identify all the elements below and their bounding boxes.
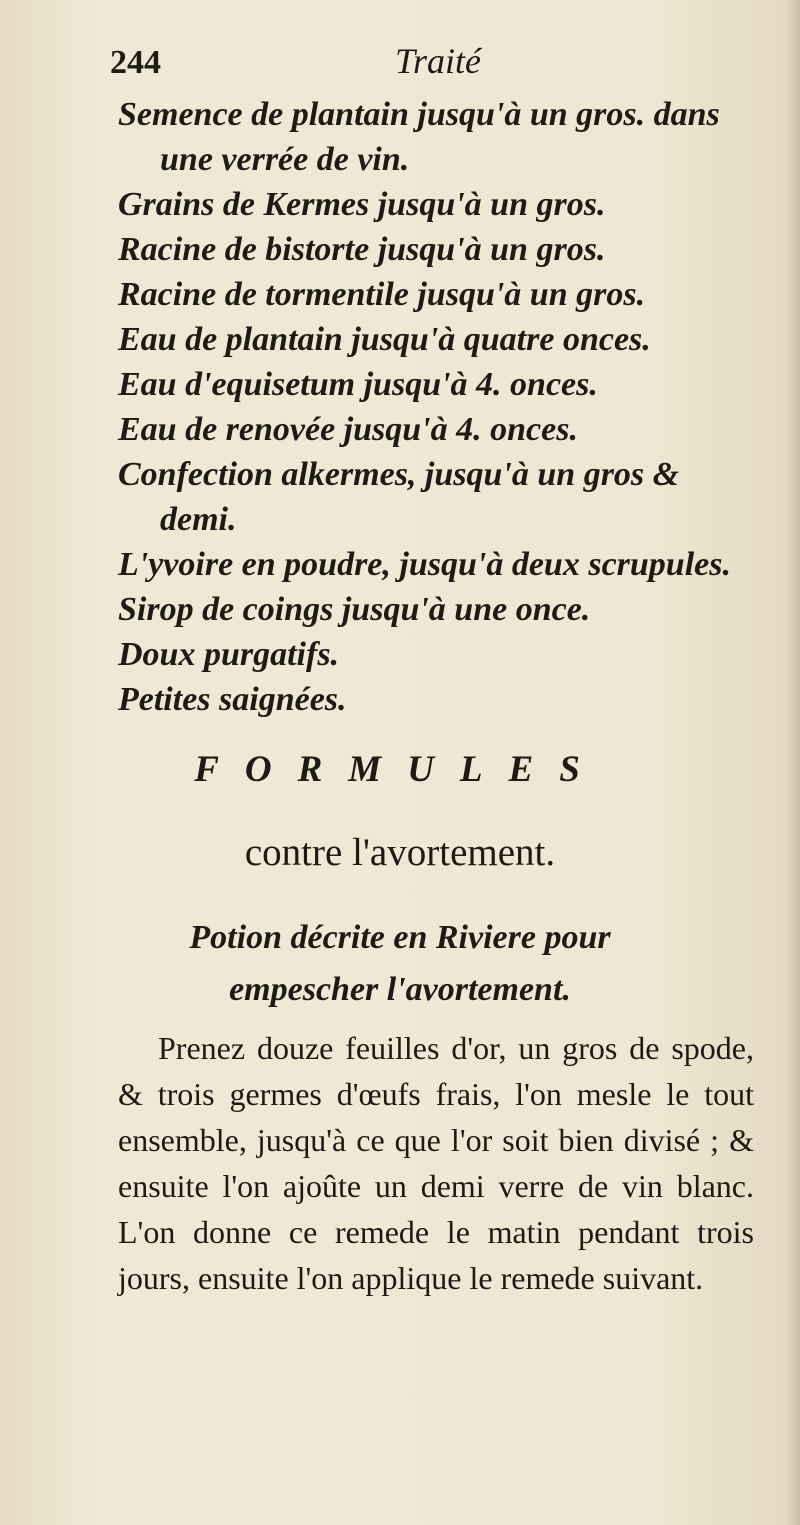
list-item: Racine de tormentile jusqu'à un gros. [118,276,646,313]
list-item: Eau de plantain jusqu'à quatre onces. [118,321,651,358]
page-header [110,40,750,90]
list-item: Racine de bistorte jusqu'à un gros. [118,231,606,268]
list-item: Doux purgatifs. [118,636,340,673]
running-title: Traité [395,41,482,81]
list-item: Confection alkermes, jusqu'à un gros & demi. [118,456,680,538]
page-number: 244 [110,44,161,81]
list-item: Eau de renovée jusqu'à 4. onces. [118,411,578,448]
remedy-list [118,92,758,722]
list-item: Grains de Kermes jusqu'à un gros. [118,186,606,223]
recipe-title-line-1: Potion décrite en Riviere pour [189,919,611,956]
list-item: L'yvoire en poudre, jusqu'à deux scrupules. [118,546,731,583]
recipe-title-line-2: empescher l'avortement. [229,971,571,1008]
section-title: FORMULES [194,749,606,790]
recipe-body-text: Prenez douze feuilles d'or, un gros de spode, & trois germes d'œufs frais, l'on mesle le tout ensemble, jusqu'à ce que l'or soit bien divisé ; & ensuite l'on ajoûte un demi verre de vin blanc. L'on donne ce remede le matin pendant trois jours, ensuite l'on applique le remede suivant. [118,1030,754,1296]
list-item: Sirop de coings jusqu'à une once. [118,591,591,628]
list-item: Eau d'equisetum jusqu'à 4. onces. [118,366,598,403]
recipe-title [0,912,800,1016]
section-subtitle: contre l'avortement. [244,831,556,874]
list-item: Semence de plantain jusqu'à un gros. dans une verrée de vin. [118,96,720,178]
list-item: Petites saignées. [118,681,347,718]
